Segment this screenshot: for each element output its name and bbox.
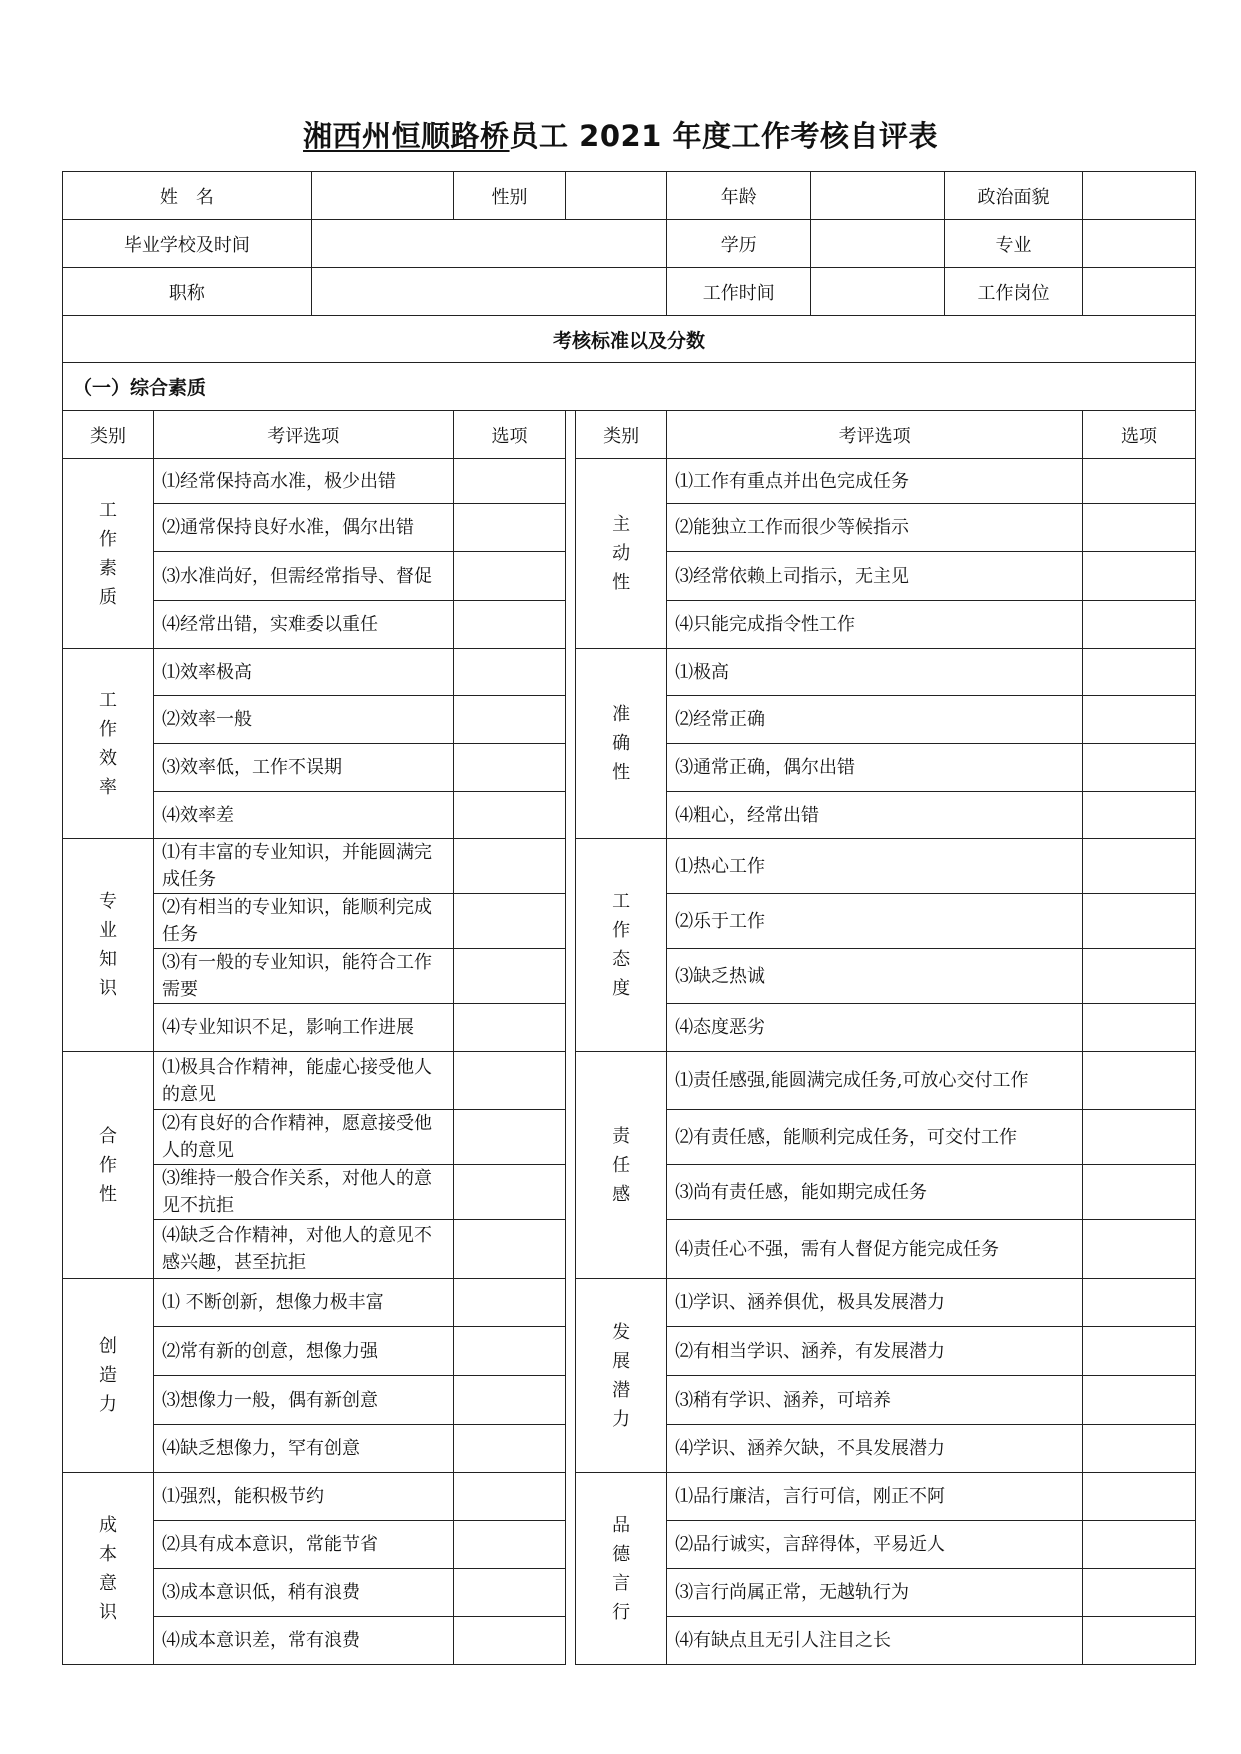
right-choice-cell[interactable] <box>1083 1110 1196 1165</box>
gender-field[interactable] <box>566 172 667 220</box>
left-category-label: 工 作 效 率 <box>98 689 117 798</box>
left-option: ⑴强烈，能积极节约 <box>153 1473 453 1521</box>
right-options-header: 考评选项 <box>667 411 1083 459</box>
right-choice-cell[interactable] <box>1083 839 1196 894</box>
left-option: ⑷成本意识差，常有浪费 <box>153 1617 453 1665</box>
column-gap <box>566 696 576 744</box>
left-choice-cell[interactable] <box>453 1569 566 1617</box>
left-choice-cell[interactable] <box>453 1425 566 1473</box>
right-option: ⑷责任心不强，需有人督促方能完成任务 <box>667 1220 1083 1279</box>
left-choice-cell[interactable] <box>453 1327 566 1376</box>
right-category-label: 责 任 感 <box>612 1125 631 1205</box>
left-option: ⑷缺乏合作精神，对他人的意见不感兴趣，甚至抗拒 <box>153 1220 453 1279</box>
column-gap <box>566 1327 576 1376</box>
right-choice-cell[interactable] <box>1083 744 1196 792</box>
right-option: ⑶稍有学识、涵养，可培养 <box>667 1376 1083 1425</box>
right-option: ⑶尚有责任感，能如期完成任务 <box>667 1165 1083 1220</box>
right-category-label: 发 展 潜 力 <box>612 1321 631 1430</box>
school-field[interactable] <box>311 220 666 268</box>
left-option: ⑴ 不断创新，想像力极丰富 <box>153 1279 453 1327</box>
left-choice-cell[interactable] <box>453 949 566 1004</box>
right-option: ⑴学识、涵养俱优，极具发展潜力 <box>667 1279 1083 1327</box>
left-choice-cell[interactable] <box>453 839 566 894</box>
right-category <box>576 1052 667 1279</box>
major-label: 专业 <box>944 220 1082 268</box>
column-gap <box>566 949 576 1004</box>
right-option: ⑷学识、涵养欠缺，不具发展潜力 <box>667 1425 1083 1473</box>
right-choice-cell[interactable] <box>1083 1425 1196 1473</box>
left-option: ⑵常有新的创意，想像力强 <box>153 1327 453 1376</box>
column-gap <box>566 1165 576 1220</box>
column-gap <box>566 1617 576 1665</box>
left-option: ⑵有相当的专业知识，能顺利完成任务 <box>153 894 453 949</box>
left-option: ⑶成本意识低，稍有浪费 <box>153 1569 453 1617</box>
right-option: ⑵品行诚实，言辞得体，平易近人 <box>667 1521 1083 1569</box>
column-gap <box>566 1279 576 1327</box>
column-gap <box>566 601 576 649</box>
right-choice-cell[interactable] <box>1083 1617 1196 1665</box>
right-option: ⑷态度恶劣 <box>667 1004 1083 1052</box>
section-title: 考核标准以及分数 <box>63 316 1196 363</box>
right-choice-cell[interactable] <box>1083 1521 1196 1569</box>
age-label: 年龄 <box>667 172 811 220</box>
left-choice-cell[interactable] <box>453 1004 566 1052</box>
right-choice-cell[interactable] <box>1083 1279 1196 1327</box>
right-choice-cell[interactable] <box>1083 649 1196 696</box>
left-option: ⑶水准尚好，但需经常指导、督促 <box>153 552 453 601</box>
left-choice-cell[interactable] <box>453 459 566 504</box>
school-label: 毕业学校及时间 <box>63 220 312 268</box>
name-label: 姓 名 <box>63 172 312 220</box>
left-choice-cell[interactable] <box>453 1110 566 1165</box>
column-gap <box>566 459 576 504</box>
page-title <box>0 114 1241 155</box>
left-choice-cell[interactable] <box>453 601 566 649</box>
column-gap <box>566 792 576 839</box>
left-option: ⑴经常保持高水准，极少出错 <box>153 459 453 504</box>
left-choice-cell[interactable] <box>453 792 566 839</box>
column-gap <box>566 1004 576 1052</box>
right-category <box>576 839 667 1052</box>
left-category-label: 合 作 性 <box>98 1125 117 1205</box>
evaluation-table <box>62 171 1196 1665</box>
right-choice-cell[interactable] <box>1083 1004 1196 1052</box>
column-gap <box>566 552 576 601</box>
left-choice-cell[interactable] <box>453 1052 566 1110</box>
right-option: ⑵经常正确 <box>667 696 1083 744</box>
left-option: ⑷效率差 <box>153 792 453 839</box>
right-choice-cell[interactable] <box>1083 1569 1196 1617</box>
political-label: 政治面貌 <box>944 172 1082 220</box>
right-option: ⑶经常依赖上司指示，无主见 <box>667 552 1083 601</box>
right-option: ⑵有相当学识、涵养，有发展潜力 <box>667 1327 1083 1376</box>
left-option: ⑶有一般的专业知识，能符合工作需要 <box>153 949 453 1004</box>
right-option: ⑵能独立工作而很少等候指示 <box>667 504 1083 552</box>
right-option: ⑷只能完成指令性工作 <box>667 601 1083 649</box>
right-choice-cell[interactable] <box>1083 1220 1196 1279</box>
column-gap <box>566 1376 576 1425</box>
post-label: 工作岗位 <box>944 268 1082 316</box>
left-option: ⑷经常出错，实难委以重任 <box>153 601 453 649</box>
gender-label: 性别 <box>453 172 566 220</box>
right-choice-cell[interactable] <box>1083 601 1196 649</box>
left-option: ⑷缺乏想像力，罕有创意 <box>153 1425 453 1473</box>
title-field[interactable] <box>311 268 666 316</box>
right-category-header: 类别 <box>576 411 667 459</box>
left-category <box>63 839 154 1052</box>
left-choice-cell[interactable] <box>453 1220 566 1279</box>
left-category-label: 专 业 知 识 <box>98 891 117 999</box>
right-option: ⑶言行尚属正常，无越轨行为 <box>667 1569 1083 1617</box>
column-gap <box>566 894 576 949</box>
left-choice-cell[interactable] <box>453 744 566 792</box>
column-gap <box>566 1473 576 1521</box>
left-category <box>63 1279 154 1473</box>
left-choice-header: 选项 <box>453 411 566 459</box>
right-choice-cell[interactable] <box>1083 696 1196 744</box>
left-option: ⑶维持一般合作关系，对他人的意见不抗拒 <box>153 1165 453 1220</box>
right-category <box>576 1473 667 1665</box>
title-rest: 员工 2021 年度工作考核自评表 <box>509 119 938 153</box>
right-choice-cell[interactable] <box>1083 1327 1196 1376</box>
left-option: ⑵通常保持良好水准，偶尔出错 <box>153 504 453 552</box>
right-option: ⑷粗心，经常出错 <box>667 792 1083 839</box>
right-choice-cell[interactable] <box>1083 949 1196 1004</box>
left-choice-cell[interactable] <box>453 1165 566 1220</box>
right-choice-cell[interactable] <box>1083 552 1196 601</box>
left-category <box>63 1473 154 1665</box>
left-choice-cell[interactable] <box>453 1376 566 1425</box>
education-label: 学历 <box>667 220 811 268</box>
left-option: ⑵有良好的合作精神，愿意接受他人的意见 <box>153 1110 453 1165</box>
left-option: ⑵具有成本意识，常能节省 <box>153 1521 453 1569</box>
column-gap <box>566 649 576 696</box>
right-option: ⑴热心工作 <box>667 839 1083 894</box>
column-gap <box>566 1569 576 1617</box>
political-field[interactable] <box>1083 172 1196 220</box>
right-option: ⑴品行廉洁，言行可信，刚正不阿 <box>667 1473 1083 1521</box>
right-choice-header: 选项 <box>1083 411 1196 459</box>
left-category <box>63 459 154 649</box>
right-category-label: 主 动 性 <box>612 514 631 593</box>
left-option: ⑷专业知识不足，影响工作进展 <box>153 1004 453 1052</box>
column-gap <box>566 1220 576 1279</box>
right-category <box>576 649 667 839</box>
right-option: ⑶通常正确，偶尔出错 <box>667 744 1083 792</box>
left-option: ⑴极具合作精神，能虚心接受他人的意见 <box>153 1052 453 1110</box>
education-field[interactable] <box>811 220 944 268</box>
left-option: ⑴有丰富的专业知识，并能圆满完成任务 <box>153 839 453 894</box>
title-label: 职称 <box>63 268 312 316</box>
left-choice-cell[interactable] <box>453 1617 566 1665</box>
right-choice-cell[interactable] <box>1083 504 1196 552</box>
left-category <box>63 649 154 839</box>
right-category-label: 准 确 性 <box>612 704 631 783</box>
right-choice-cell[interactable] <box>1083 792 1196 839</box>
work-time-field[interactable] <box>811 268 944 316</box>
right-category <box>576 1279 667 1473</box>
left-options-header: 考评选项 <box>153 411 453 459</box>
right-choice-cell[interactable] <box>1083 1473 1196 1521</box>
right-category-label: 工 作 态 度 <box>612 891 631 999</box>
left-choice-cell[interactable] <box>453 696 566 744</box>
left-choice-cell[interactable] <box>453 1473 566 1521</box>
right-choice-cell[interactable] <box>1083 1052 1196 1110</box>
major-field[interactable] <box>1083 220 1196 268</box>
right-option: ⑶缺乏热诚 <box>667 949 1083 1004</box>
title-company: 湘西州恒顺路桥 <box>303 119 510 153</box>
right-option: ⑵乐于工作 <box>667 894 1083 949</box>
column-gap <box>566 839 576 894</box>
left-category <box>63 1052 154 1279</box>
right-option: ⑴极高 <box>667 649 1083 696</box>
right-option: ⑴责任感强,能圆满完成任务,可放心交付工作 <box>667 1052 1083 1110</box>
left-option: ⑵效率一般 <box>153 696 453 744</box>
right-choice-cell[interactable] <box>1083 1376 1196 1425</box>
left-option: ⑶想像力一般，偶有新创意 <box>153 1376 453 1425</box>
left-category-label: 工 作 素 质 <box>98 499 117 608</box>
column-gap <box>566 744 576 792</box>
left-option: ⑴效率极高 <box>153 649 453 696</box>
right-option: ⑵有责任感，能顺利完成任务，可交付工作 <box>667 1110 1083 1165</box>
column-gap <box>566 1052 576 1110</box>
left-choice-cell[interactable] <box>453 1521 566 1569</box>
work-time-label: 工作时间 <box>667 268 811 316</box>
left-category-label: 成 本 意 识 <box>98 1514 117 1623</box>
column-gap <box>566 1521 576 1569</box>
name-field[interactable] <box>311 172 453 220</box>
right-option: ⑷有缺点且无引人注目之长 <box>667 1617 1083 1665</box>
post-field[interactable] <box>1083 268 1196 316</box>
column-gap <box>566 1425 576 1473</box>
left-category-header: 类别 <box>63 411 154 459</box>
left-choice-cell[interactable] <box>453 649 566 696</box>
column-gap <box>566 504 576 552</box>
left-choice-cell[interactable] <box>453 504 566 552</box>
right-choice-cell[interactable] <box>1083 459 1196 504</box>
column-gap <box>566 411 576 459</box>
right-category <box>576 459 667 649</box>
left-choice-cell[interactable] <box>453 552 566 601</box>
age-field[interactable] <box>811 172 944 220</box>
right-option: ⑴工作有重点并出色完成任务 <box>667 459 1083 504</box>
right-choice-cell[interactable] <box>1083 1165 1196 1220</box>
column-gap <box>566 1110 576 1165</box>
left-category-label: 创 造 力 <box>98 1336 117 1415</box>
right-category-label: 品 德 言 行 <box>612 1514 631 1623</box>
subsection-title: （一）综合素质 <box>63 363 1196 411</box>
left-option: ⑶效率低，工作不误期 <box>153 744 453 792</box>
left-choice-cell[interactable] <box>453 894 566 949</box>
right-choice-cell[interactable] <box>1083 894 1196 949</box>
left-choice-cell[interactable] <box>453 1279 566 1327</box>
